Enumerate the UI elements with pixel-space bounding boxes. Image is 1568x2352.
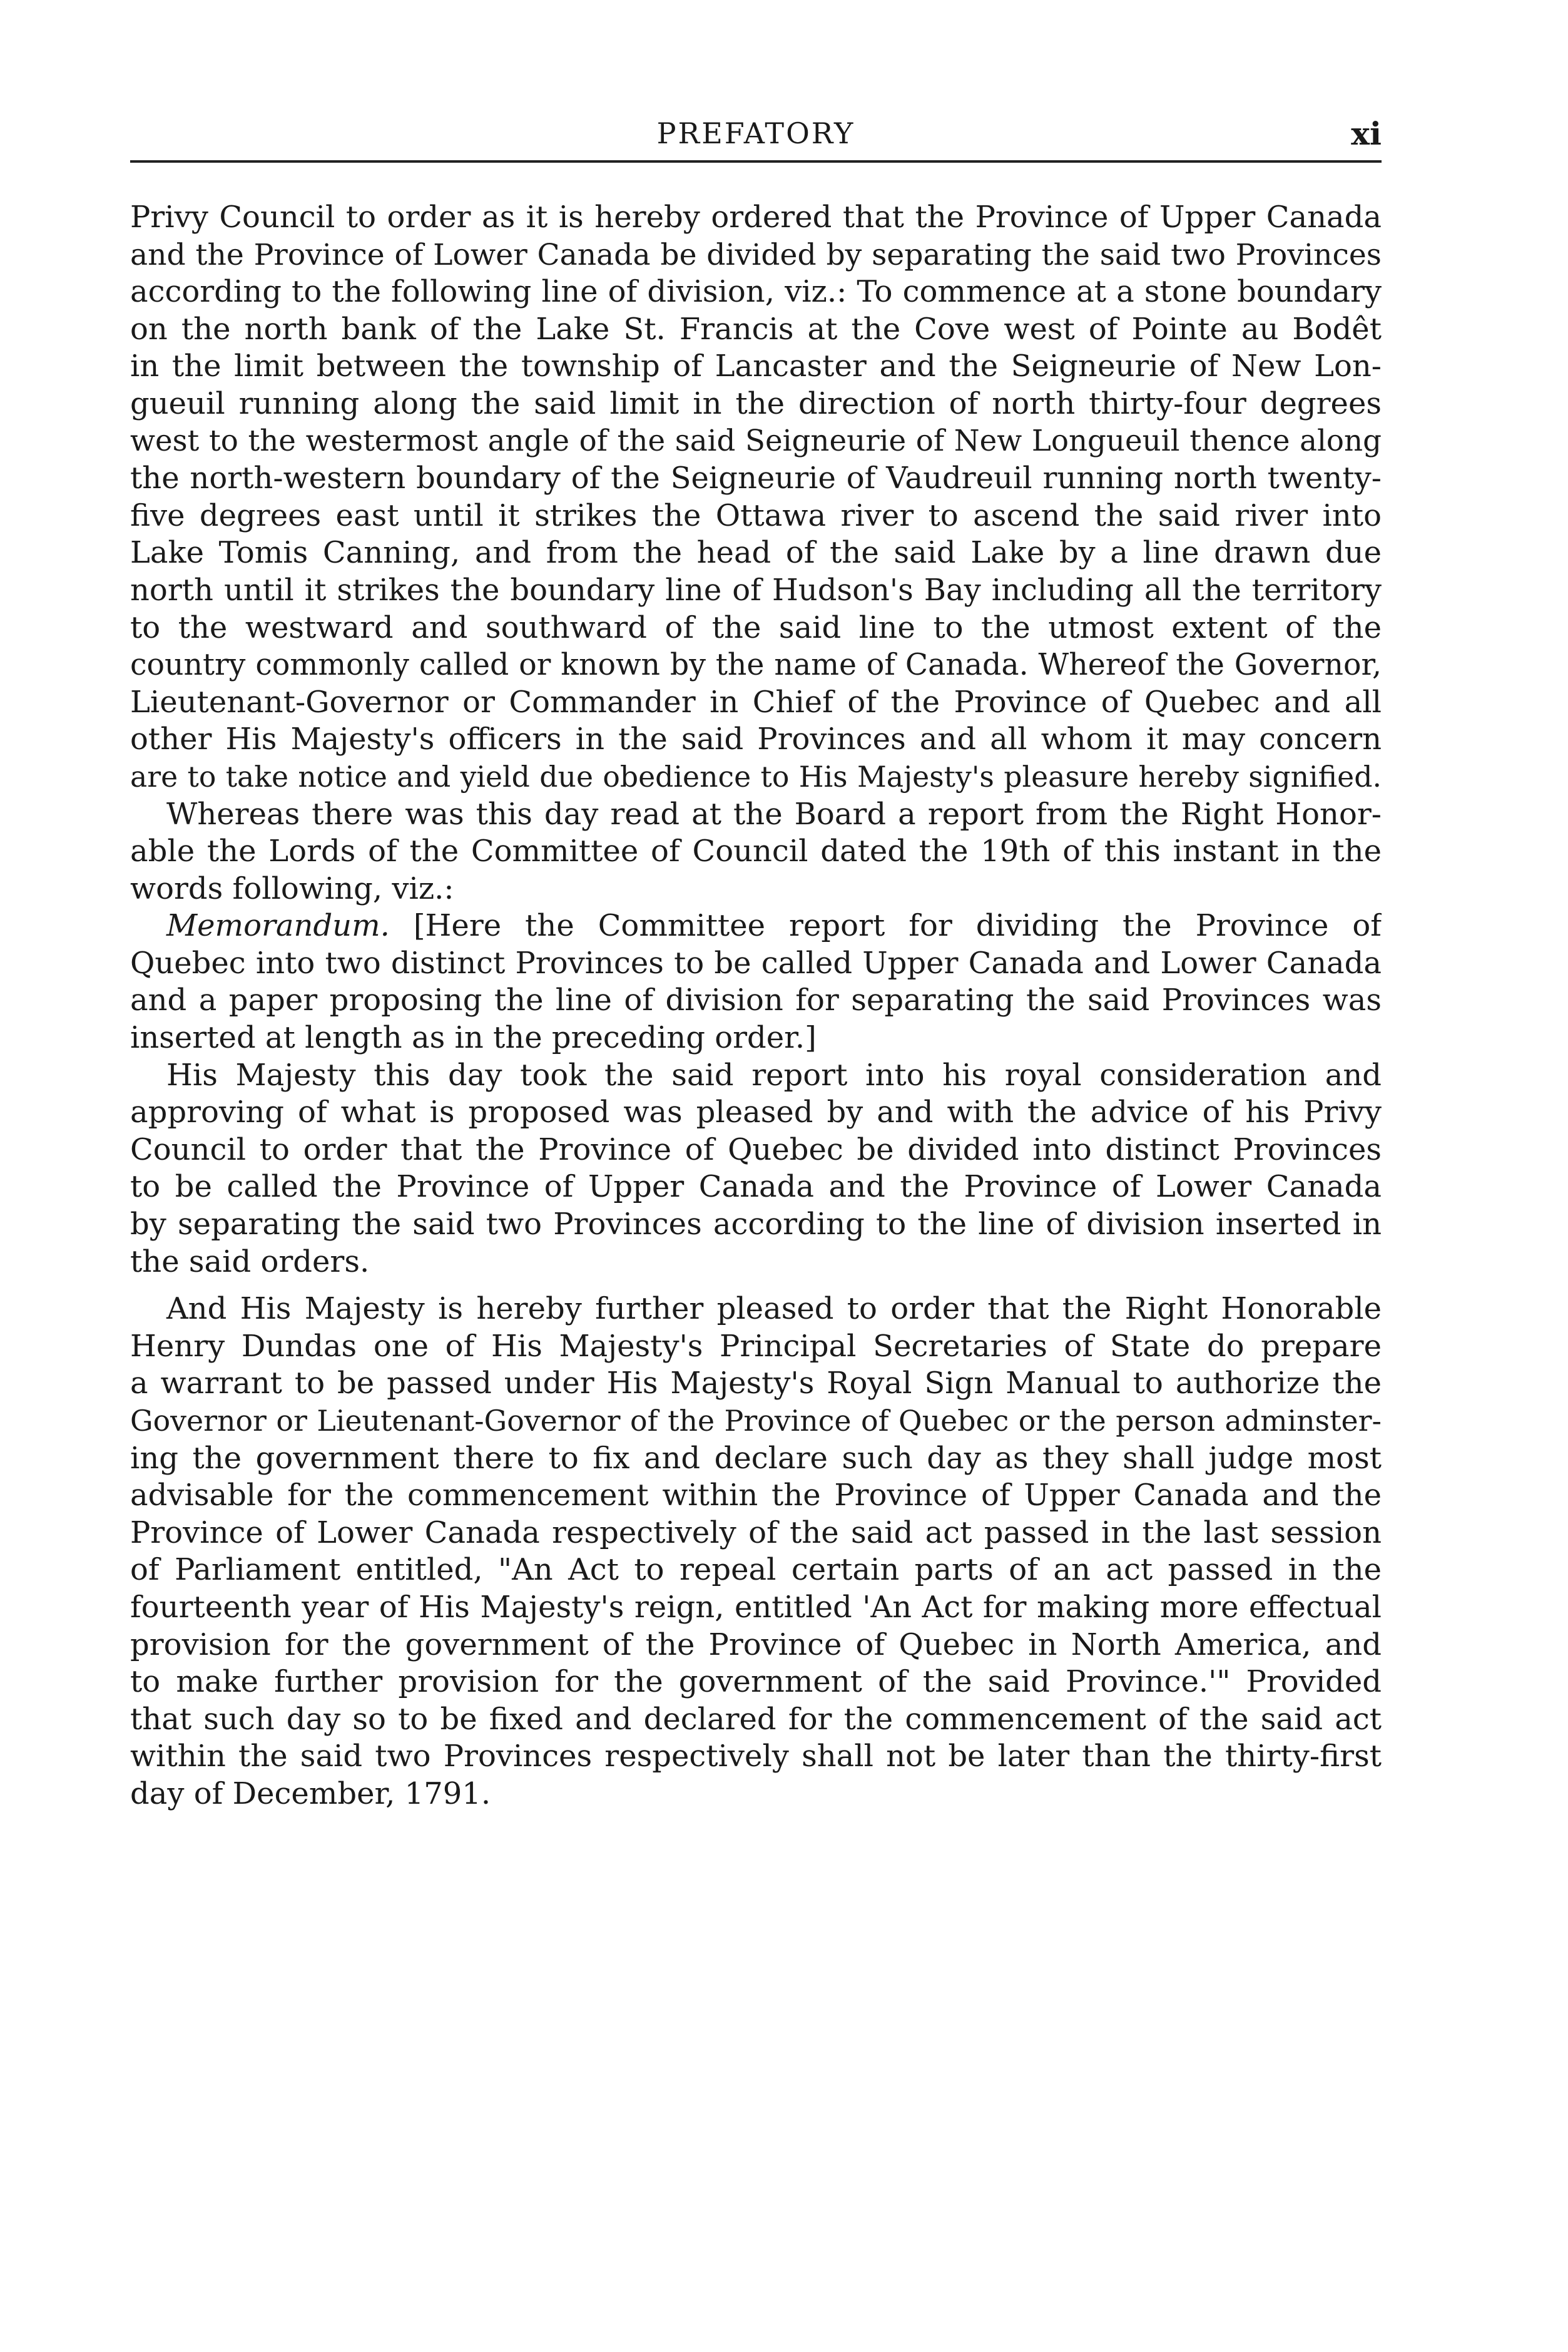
text-line: the north-western boundary of the Seigneurie of Vaudreuil running north twenty- bbox=[130, 461, 1382, 496]
body-text bbox=[130, 199, 1382, 1813]
text-line: fourteenth year of His Majesty's reign, entitled 'An Act for making more effectual bbox=[130, 1589, 1382, 1625]
text-line: according to the following line of division, viz.: To commence at a stone boundary bbox=[130, 274, 1382, 310]
text-line: ing the government there to fix and declare such day as they shall judge most bbox=[130, 1440, 1382, 1476]
running-header bbox=[130, 105, 1382, 155]
header-rule bbox=[130, 160, 1382, 163]
text-line: words following, viz.: bbox=[130, 871, 454, 906]
text-line: a warrant to be passed under His Majesty's Royal Sign Manual to authorize the bbox=[130, 1366, 1382, 1401]
text-line: gueuil running along the said limit in the direction of north thirty-four degrees bbox=[130, 386, 1382, 421]
text-line: Lieutenant-Governor or Commander in Chief of the Province of Quebec and all bbox=[130, 684, 1382, 720]
text-line: of Parliament entitled, "An Act to repeal certain parts of an act passed in the bbox=[130, 1552, 1382, 1588]
text-line: Province of Lower Canada respectively of the said act passed in the last session bbox=[130, 1515, 1382, 1550]
running-title: PREFATORY bbox=[656, 116, 855, 150]
text-line: west to the westermost angle of the said Seigneurie of New Longueuil thence along bbox=[130, 424, 1382, 458]
text-line: Governor or Lieutenant-Governor of the Province of Quebec or the person adminster- bbox=[130, 1404, 1382, 1438]
text-line: country commonly called or known by the name of Canada. Whereof the Governor, bbox=[130, 648, 1382, 683]
text-line: Council to order that the Province of Quebec be divided into distinct Provinces bbox=[130, 1132, 1382, 1167]
memorandum-text: [Here the Committee report for dividing the Province of bbox=[413, 908, 1382, 944]
text-line: to be called the Province of Upper Canada and the Province of Lower Canada bbox=[130, 1169, 1382, 1205]
text-line: His Majesty this day took the said report into his royal consideration and bbox=[166, 1057, 1382, 1093]
text-line: approving of what is proposed was pleased by and with the advice of his Privy bbox=[130, 1095, 1382, 1130]
text-line: Henry Dundas one of His Majesty's Principal Secretaries of State do prepare bbox=[130, 1328, 1382, 1364]
text-line: Lake Tomis Canning, and from the head of the said Lake by a line drawn due bbox=[130, 535, 1382, 571]
memorandum-line bbox=[130, 908, 1382, 945]
text-line: advisable for the commencement within the Province of Upper Canada and the bbox=[130, 1478, 1382, 1513]
memorandum-lead: Memorandum. bbox=[166, 908, 390, 944]
text-line: Quebec into two distinct Provinces to be called Upper Canada and Lower Canada bbox=[130, 945, 1382, 981]
page-number: xi bbox=[1351, 115, 1382, 152]
text-line: able the Lords of the Committee of Council dated the 19th of this instant in the bbox=[130, 834, 1382, 869]
text-line: Privy Council to order as it is hereby ordered that the Province of Upper Canada bbox=[130, 200, 1382, 235]
text-line: to the westward and southward of the said line to the utmost extent of the bbox=[130, 610, 1382, 645]
text-line: that such day so to be fixed and declared for the commencement of the said act bbox=[130, 1701, 1382, 1737]
text-line: the said orders. bbox=[130, 1244, 370, 1279]
text-line: in the limit between the township of Lancaster and the Seigneurie of New Lon- bbox=[130, 349, 1382, 384]
text-line: day of December, 1791. bbox=[130, 1776, 491, 1811]
text-line: And His Majesty is hereby further pleased to order that the Right Honorable bbox=[166, 1291, 1382, 1327]
text-line: north until it strikes the boundary line of Hudson's Bay including all the territory bbox=[130, 572, 1382, 608]
text-line: and a paper proposing the line of division for separating the said Provinces was bbox=[130, 983, 1382, 1018]
text-line: provision for the government of the Province of Quebec in North America, and bbox=[130, 1627, 1382, 1662]
text-line: on the north bank of the Lake St. Francis at the Cove west of Pointe au Bodêt bbox=[130, 311, 1382, 347]
text-line: by separating the said two Provinces according to the line of division inserted in bbox=[130, 1207, 1382, 1242]
text-line: and the Province of Lower Canada be divided by separating the said two Provinces bbox=[130, 237, 1382, 272]
text-line: to make further provision for the government of the said Province.'" Provided bbox=[130, 1664, 1382, 1700]
text-line: inserted at length as in the preceding order.] bbox=[130, 1020, 817, 1056]
text-line: Whereas there was this day read at the Board a report from the Right Honor- bbox=[166, 796, 1382, 832]
text-line: are to take notice and yield due obedience to His Majesty's pleasure hereby signified. bbox=[130, 760, 1382, 794]
text-line: five degrees east until it strikes the Ottawa river to ascend the said river into bbox=[130, 498, 1382, 533]
text-line: within the said two Provinces respectively shall not be later than the thirty-first bbox=[130, 1739, 1382, 1774]
text-line: other His Majesty's officers in the said Provinces and all whom it may concern bbox=[130, 722, 1382, 757]
